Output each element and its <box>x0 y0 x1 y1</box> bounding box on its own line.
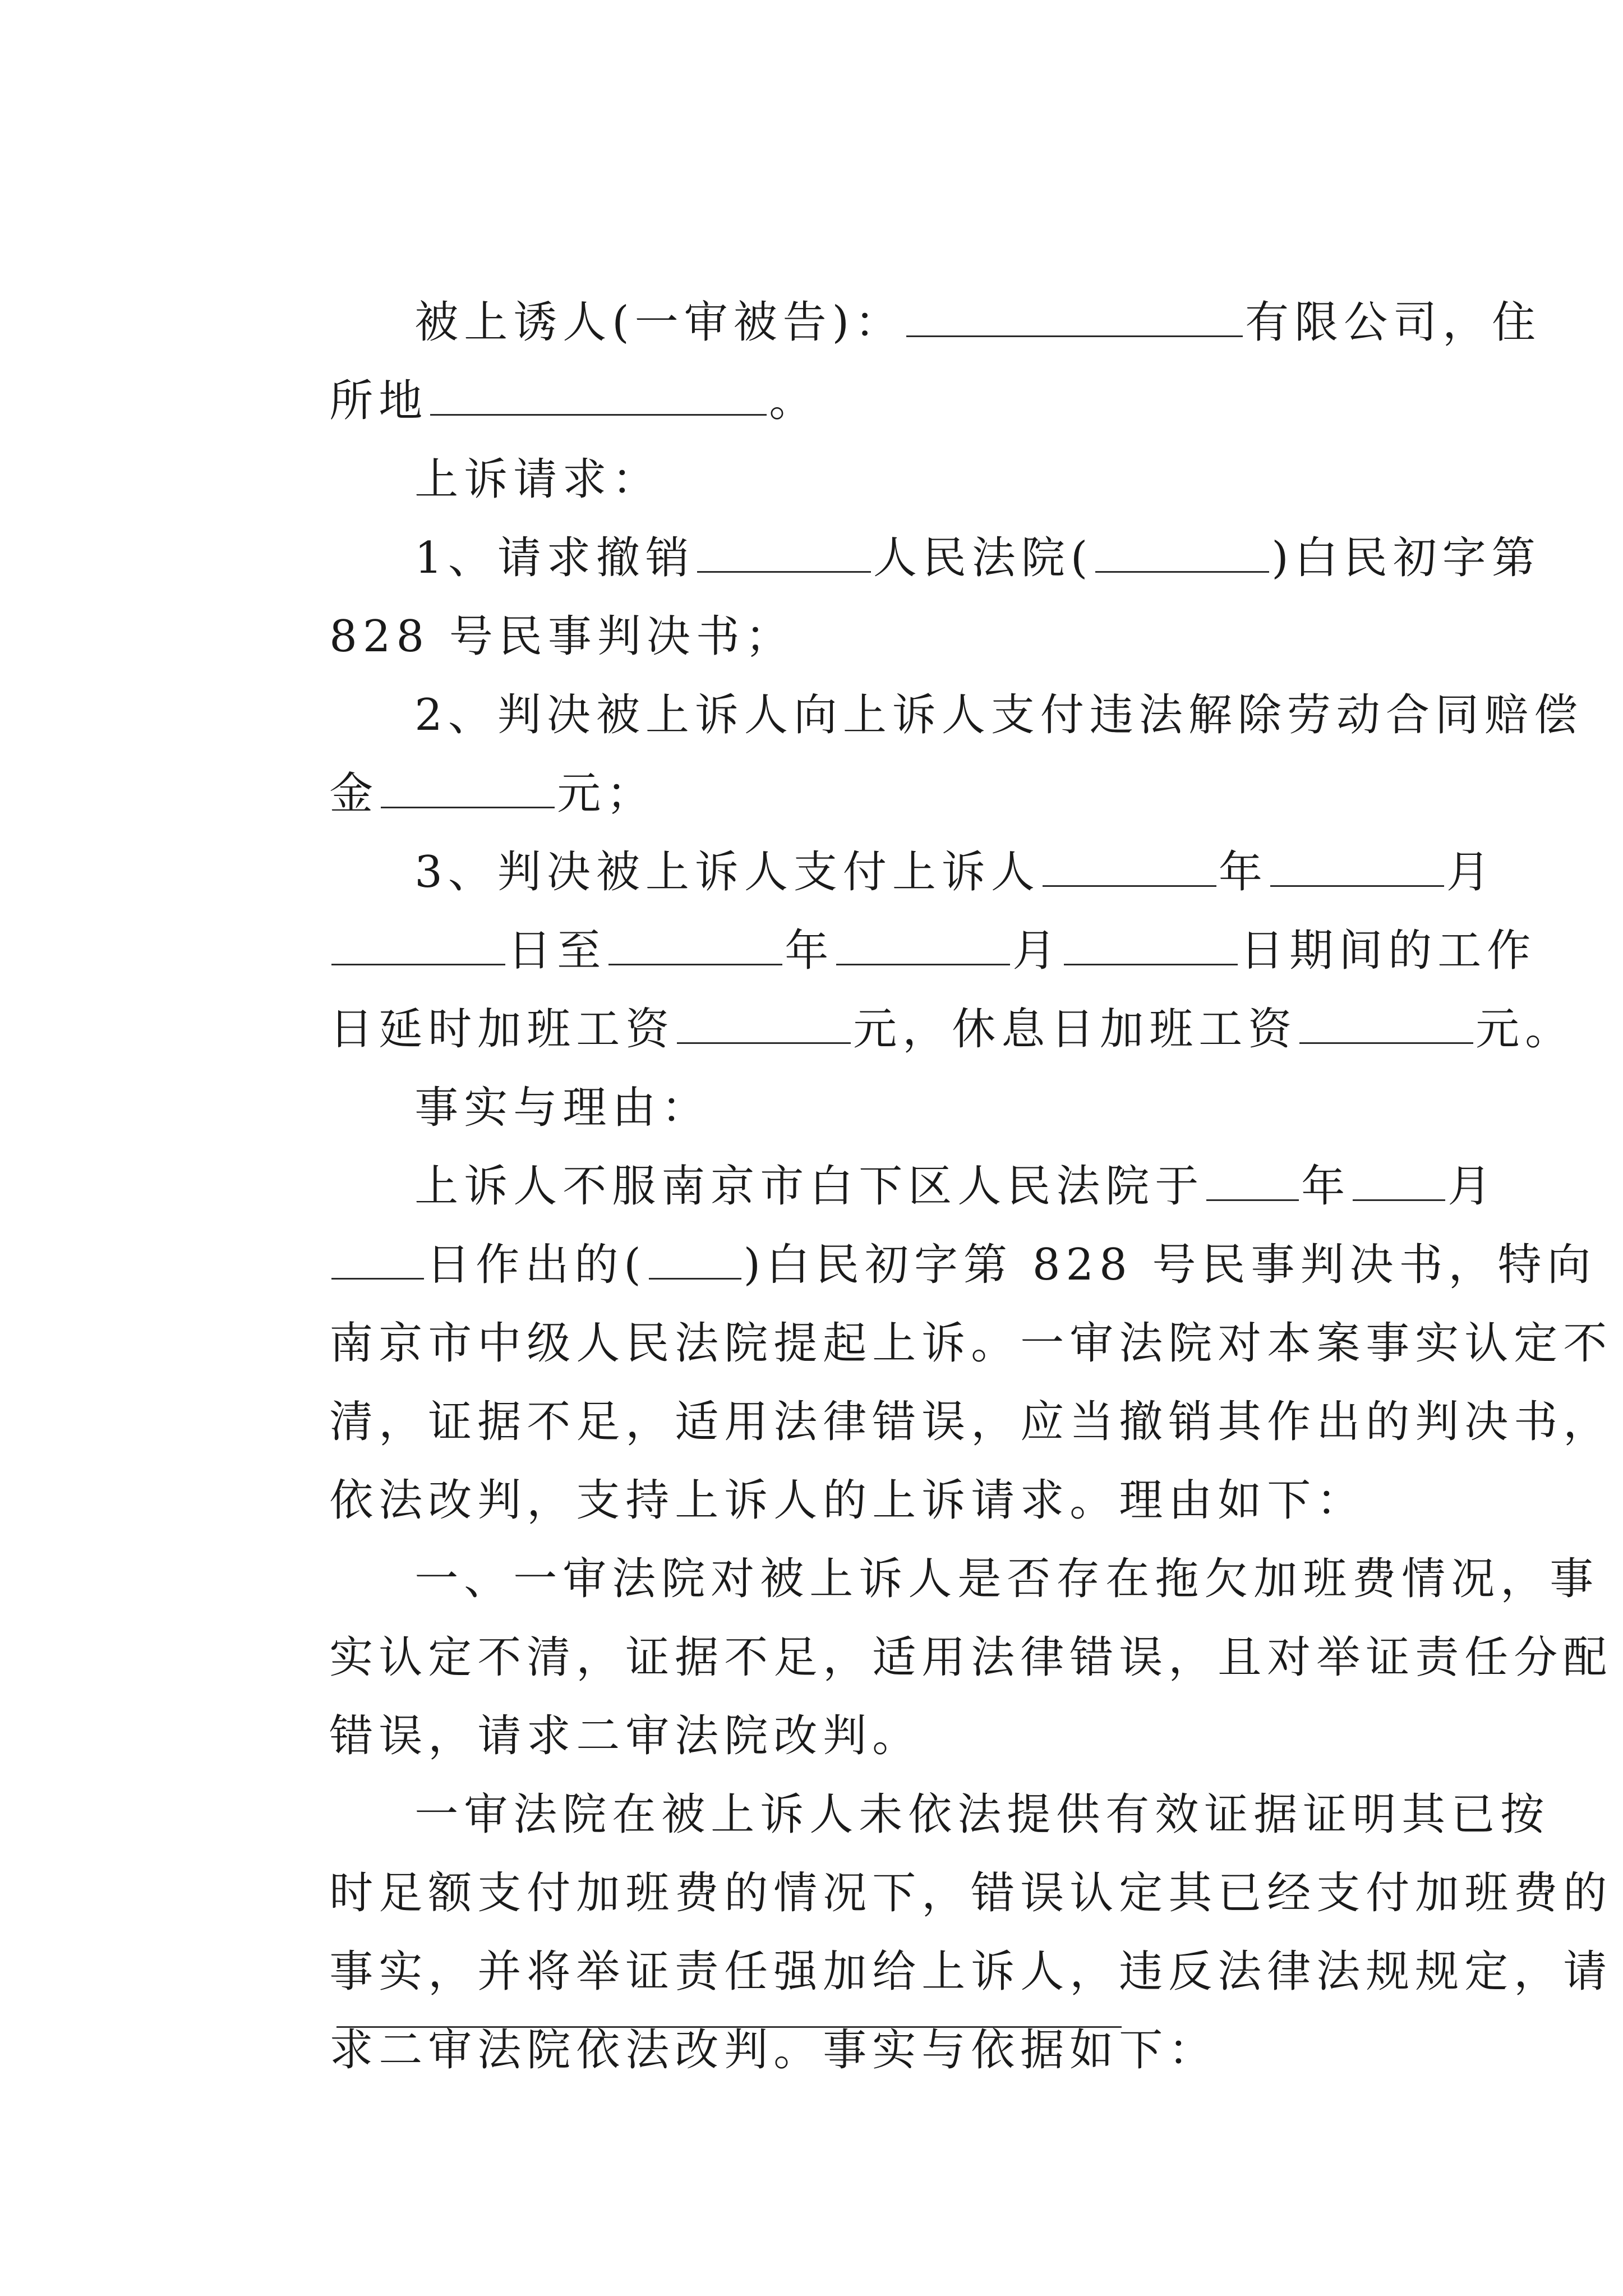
text-line <box>0 283 1623 426</box>
text-segment: 金 <box>329 769 379 819</box>
text-line <box>0 205 1623 348</box>
text-segment: 元； <box>557 769 656 819</box>
text-segment: 日期间的工作 <box>1240 926 1537 976</box>
text-line <box>0 440 1623 583</box>
text-line <box>0 1932 1623 2076</box>
text-segment: 依法改判，支持上诉人的上诉请求。理由如下： <box>329 1475 1366 1526</box>
text-line <box>0 1618 1623 1761</box>
text-segment: 错误，请求二审法院改判。 <box>329 1711 922 1761</box>
text-segment: 年 <box>1301 1161 1351 1212</box>
text-segment: 元，休息日加班工资 <box>853 1004 1298 1055</box>
text-segment: 时足额支付加班费的情况下，错误认定其已经支付加班费的 <box>329 1868 1613 1918</box>
text-segment: 清，证据不足，适用法律错误，应当撤销其作出的判决书， <box>329 1397 1613 1447</box>
text-segment: 月 <box>1012 926 1062 976</box>
text-segment: 日至 <box>508 926 607 976</box>
text-segment: 月 <box>1447 1161 1497 1212</box>
section-heading <box>0 362 1623 505</box>
text-line <box>0 597 1623 740</box>
text-segment: 828 号民事判决书； <box>329 611 795 662</box>
text-line <box>0 912 1623 1055</box>
text-segment: 日作出的( <box>426 1240 647 1290</box>
text-line <box>0 754 1623 898</box>
text-segment: 所地 <box>329 376 428 426</box>
footer-divider <box>336 2026 1122 2028</box>
text-segment: 南京市中级人民法院提起上诉。一审法院对本案事实认定不 <box>329 1318 1613 1369</box>
text-line <box>0 1069 1623 1212</box>
text-segment: 上诉请求： <box>414 454 662 505</box>
text-line <box>0 1147 1623 1290</box>
text-segment: 实认定不清，证据不足，适用法律错误，且对举证责任分配 <box>329 1632 1613 1683</box>
text-segment: 求二审法院依法改判。事实与依据如下： <box>329 2025 1218 2076</box>
text-line <box>0 1775 1623 1918</box>
text-segment: 。 <box>769 376 819 426</box>
text-segment: 一审法院在被上诉人未依法提供有效证据证明其已按 <box>414 1789 1550 1840</box>
text-line <box>0 1854 1623 1997</box>
text-segment: 被上诱人(一审被告)： <box>414 297 905 348</box>
text-segment: 上诉人不服南京市白下区人民法院于 <box>414 1161 1205 1212</box>
text-line <box>0 1383 1623 1526</box>
text-line <box>0 833 1623 976</box>
text-segment: 元。 <box>1476 1004 1575 1055</box>
text-segment: 3、判决被上诉人支付上诉人 <box>414 847 1040 898</box>
text-line <box>0 1697 1623 1840</box>
text-segment: 1、请求撤销 <box>414 533 695 583</box>
text-line <box>0 519 1623 662</box>
text-segment: 年 <box>785 926 834 976</box>
text-segment: 事实与理由： <box>414 1083 711 1133</box>
text-segment: 月 <box>1446 847 1496 898</box>
text-line <box>0 1540 1623 1683</box>
text-segment: 人民法院( <box>873 533 1094 583</box>
text-segment: 有限公司，住 <box>1245 297 1542 348</box>
text-segment: 事实，并将举证责任强加给上诉人，违反法律法规规定，请 <box>329 1947 1613 1997</box>
text-segment: )白民初字第 828 号民事判决书，特向 <box>743 1240 1597 1290</box>
text-line <box>0 1304 1623 1447</box>
text-segment: 年 <box>1218 847 1268 898</box>
text-line <box>0 1461 1623 1604</box>
text-segment: 一、一审法院对被上诉人是否存在拖欠加班费情况，事 <box>414 1554 1599 1604</box>
section-heading <box>0 990 1623 1133</box>
text-segment: 2、判决被上诉人向上诉人支付违法解除劳动合同赔偿 <box>414 690 1583 740</box>
text-line <box>0 676 1623 819</box>
text-line <box>0 1226 1623 1369</box>
text-segment: )白民初字第 <box>1271 533 1541 583</box>
text-segment: 日延时加班工资 <box>329 1004 675 1055</box>
